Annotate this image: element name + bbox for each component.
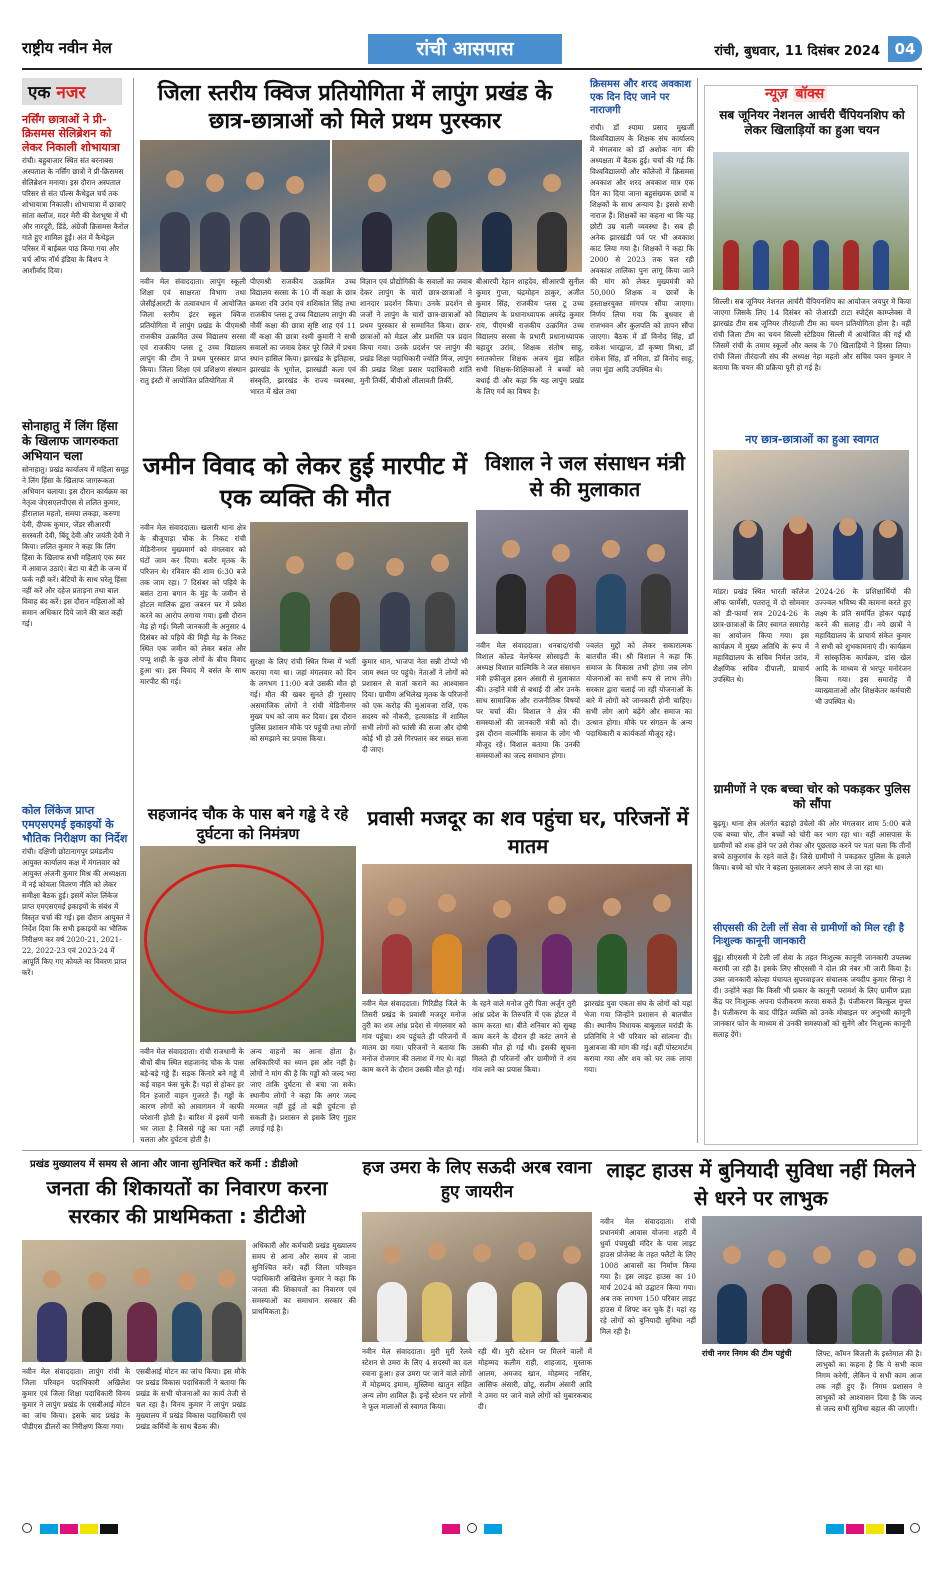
ek-label: एक [28,83,57,103]
haj-col-1: नवीन मेल संवाददाता। मुरी मुरी रेलवे स्टेशन से उमरा के लिए 4 सदस्यों का दल रवाना हुआ। हज उमरा पर जाने वाले लोगों में मोहम्मद इमाम, मुस्लिमा खातुन सहित अन्य लोग शामिल हैं। इन्हें स्टेशन पर लोगों ने फूल मालाओं से स्वागत किया। [362,1347,472,1411]
news-box [704,85,918,1145]
issue-date: रांची, बुधवार, 11 दिसंबर 2024 [714,44,880,59]
archery-headline: सब जूनियर नेशनल आर्चरी चैंपियनशिप को लेकर खिलाड़ियों का हुआ चयन [719,108,905,137]
yellow-swatch [80,1524,98,1534]
lighthouse-col-1: नवीन मेल संवाददाता। रांची प्रधानमंत्री आवास योजना शहरी में धुर्वा पंचमुखी मंदिर के पास लाइट हाउस प्रोजेक्ट के तहत फ्लैटों के लिए 1008 आवासों का निर्माण किया गया है। इस लाइट हाउस का 10 मार्च 2024 को उद्घाटन किया गया। अब तक लगभग 150 परिवार लाइट हाउस में शिफ्ट कर चुके हैं। यहां रह रहे लोगों को बुनियादी सुविधा नहीं मिल रही है। [600,1217,696,1336]
dto-col-1: नवीन मेल संवाददाता। लापुंग रांची के जिला परिवहन पदाधिकारी अखिलेश कुमार एवं जिला शिक्षा पदाधिकारी विनय कुमार ने लापुंग प्रखंड के एसबीआई मोटन का जांच किया। इसके बाद प्रखंड के पीडीएस डीलरों का निरीक्षण किया गया। [22,1367,130,1431]
lapung-col-4: बीआरपी रेहान शाहदेव, सीआरपी सुनील कुमार गुप्ता, चंद्रमोहन ठाकुर, अजीत कुमार सिंह, राजकीय प्लस टू उच्च विद्यालय के प्रधानाध्यापक अमरेंद्र कुमार राय, पीएमश्री राजकीय उत्क्रमित उच्च विद्यालय सरसा के प्रभारी प्रधानाध्यापक बहादुर उरांव, शिक्षक संतोष साहू, स्नातकोत्तर शिक्षक अजय मुंडा सहित सभी शिक्षक-शिक्षिकाओं ने बच्चों को बधाई दी और कहा कि यह लापुंग प्रखंड के लिए गर्व का विषय है। [476,277,584,396]
welcome-col-2: 2024-26 के प्रशिक्षार्थियों की उज्ज्वल भविष्य की कामना करते हुए लक्ष्य के प्रति समर्पित होकर पढ़ाई करने की सलाह दी। नये छात्रों ने महाविद्यालय के प्राचार्य संकेत कुमार ने सभी को शुभकामनाएं दी। कार्यक्रम में सांस्कृतिक कार्यक्रम, डांस खेल आदि के माध्यम से भरपूर मनोरंजन किया गया। इस समारोह में व्याख्याताओं और शिक्षकेतर कर्मचारी भी उपस्थित थे। [815,587,911,706]
vishal-col-2: ज्वलंत मुद्दों को लेकर सकारात्मक बातचीत की। श्री विशाल ने कहा कि समाज के विकास तभी होगा जब लोग योजनाओं का सभी रूप से लाभ लेंगे। सरकार द्वारा चलाई जा रही योजनाओं के बारे में लोगों को जानकारी होनी चाहिए। सभी लोग आगे बढ़ेंगे और समाज का उत्थान होगा। मौके पर संगठन के अन्य पदाधिकारी व कार्यकर्ता मौजूद रहे। [586,641,692,738]
land-col-1: नवीन मेल संवाददाता। खलारी थाना क्षेत्र के बीजूपाड़ा चौक के निकट रांची मेडिनीनगर मुख्यमार्ग को मंगलवार को घंटों जाम कर दिया। बतौर मृतक के परिजन थे। रविवार की शाम 6:30 बजे तक जाम रहा। 7 दिसंबर को पहिये के बसंत टाना बगान के मुंह के जमीन से होटल मालिक द्वारा जबरन घर में प्रवेश करने का आरोप लगाया गया। इसी दौरान मेड़ हो गई। मिली जानकारी के अनुसार 4 दिसंबर को पहिये की मिट्टी मेड़ के निकट स्थित एक जमीन को लेकर बसंत और पप्पू शाही के कुछ लोगों के बीच विवाद हुआ था। इस विवाद में बसंत के साथ मारपीट की गई। [140,523,246,686]
header-rule [22,68,922,70]
registration-mark-center [467,1523,477,1533]
haj-col-2: रही थी। मुरी स्टेशन पर मिलने वालों में मोहम्मद कलीम राही, शाहजाद, मुस्ताक आलम, अमजद खान, मोहम्मद नासिर, आसिफ अंसारी, छोटू, सलीम अंसारी आदि ने उमरा पर जाने वाले लोगों को मुबारकबाद दी। [478,1347,592,1411]
christmas-headline: क्रिसमस और शरद अवकाश एक दिन दिए जाने पर नाराजगी [590,79,692,116]
telelaw-headline: सीएससी की टेली लॉ सेवा से ग्रामीणों को मिल रही है निःशुल्क कानूनी जानकारी [713,923,905,947]
migrant-col-3: झारखंड युवा एकता संघ के लोगों को यहां भेजा गया जिन्होंने प्रशासन से बातचीत की। स्थानीय विधायक बाबूलाल मरांडी के प्रतिनिधि ने भी परिवार को सांत्वना दी। मुआवजा की मांग की गई। वहीं पोस्टमार्टम कराया गया और शव को घर तक लाया गया। [584,999,692,1074]
quiz-photo-1 [140,140,330,272]
land-dispute-photo [250,522,468,652]
sonahatu-body: सोनाहातु। प्रखंड कार्यालय में महिला समूह ने लिंग हिंसा के खिलाफ जागरूकता अभियान चलाया। इस दौरान कार्यक्रम का नेतृत्व जेएसएलपीएस से ललित कुमार, हीरालाल महतो, समया लकड़ा, करुणा देवी, दीपक कुमार, जेंडर सीआरपी सरस्वती देवी, बिंदू देवी और जयंती देवी ने किया। ललित कुमार ने कहा कि लिंग हिंसा के खिलाफ सभी महिलाएं एक स्वर में आवाज उठाएं। बेटा या बेटी के जन्म में फर्क नहीं करें। बेटियों के साथ घरेलू हिंसा नहीं करें और दहेज प्रताड़ना तथा बाल विवाह बंद करें। इस दौरान महिलाओं को समान अधिकार दिये जाने की बात कही गई। [22,465,130,628]
dto-col-2: एसबीआई मोटन का जांच किया। इस मौके पर प्रखंड विकास पदाधिकारी ने बताया कि प्रखंड के सभी योजनाओं का कार्य तेजी से चल रहा है। विनय कुमार ने लापुंग प्रखंड मुख्यालय में प्रखंड विकास पदाधिकारी एवं प्रखंड कर्मियों के साथ बैठक की। [136,1367,246,1431]
archery-photo [713,152,909,290]
ek-nazar-column [22,78,130,1146]
dto-col-3: अधिकारी और कर्मचारी प्रखंड मुख्यालय समय से आना और समय से जाना सुनिश्चित करें। वहीं जिला परिवहन पदाधिकारी अखिलेश कुमार ने कहा कि जनता की शिकायतों का निवारण एवं समस्याओं का समाधान सरकार की प्राथमिकता है। [252,1241,356,1316]
lighthouse-caption: रांची नगर निगम की टीम पहुंची [702,1349,792,1358]
telelaw-body: बुंडू। सीएससी में टेली लॉ सेवा के तहत निःशुल्क कानूनी जानकारी उपलब्ध करायी जा रही है। इसके लिए सीएससी ने दोल फ्री नंबर भी जारी किया है। उक्त जानकारी कोल्हा पंचायत सुपरवाइजर संचालक जयदीप कुमार सिन्हा ने दी। उन्होंने कहा कि किसी भी प्रकार के कानूनी परामर्श के लिए ग्रामीण प्रज्ञा केंद्र पर निःशुल्क अपना पंजीकरण करवा सकते हैं। पंजीकरण बिल्कुल मुफ्त है। पंजीकरण के बाद पीड़ित व्यक्ति को उनके मोबाइल पर अनुभवी कानूनी जानकार फोन के माध्यम से उनकी समस्याओं को सुनेंगे और निःशुल्क कानूनी सलाह देंगे। [713,953,911,1039]
column-rule-right [697,78,698,1143]
lapung-col-2: पीएमश्री राजकीय उत्क्रमित उच्च विद्यालय सरसा के 10 वीं कक्षा के छात्र क्रमशः रवि उरांव एवं शशिकांत सिंह तथा राजकीय प्लस टू उच्च विद्यालय लापुंग की नौवीं कक्षा की छात्रा सृष्टि शाह एवं 11 वीं कक्षा की छात्रा रश्मी कुमारी ने सभी सवालों का जवाब देकर पूरे जिले में प्रथम स्थान हासिल किया। झारखंड के इतिहास, झारखंड के भूगोल, झारखंडी कला एवं संस्कृति, झारखंड के राज्य व्यवस्था, भारत में खेल तथा [250,277,356,396]
lighthouse-col-2: लिफ्ट, कॉमन बिजली के इस्तेमाल की है। लाभुकों का कहना है कि ये सभी काम निगम करेगी, लेकिन ये सभी काम आज तक नहीं हुए हैं। निगम प्रशासन ने लाभुकों को आश्वासन दिया है कि जल्द से जल्द सभी सुविधा बहाल की जाएगी। [816,1349,922,1413]
news-box-tag [765,84,827,103]
child-thief-headline: ग्रामीणों ने एक बच्चा चोर को पकड़कर पुलिस को सौंपा [713,782,911,811]
archery-body: सिल्ली। सब जूनियर नेशनल आर्चरी चैंपियनशिप का आयोजन जयपुर में किया जाएगा जिसके लिए 14 दिसंबर को जेआरडी टाटा स्पोर्ट्स काम्प्लेक्स में झारखंड टीम सब जूनियर तीरंदाजी टीम का चयन प्रतियोगिता होना है। वहीं रांची जिला टीम का चयन सिल्ली स्टेडियम सिल्ली में आयोजित की गई थी जिसमें रांची के तमाम स्कूलों और क्लब के 70 खिलाड़ियों ने हिस्सा लिया। रांची जिला तीरंदाजी संघ की अध्यक्ष नेहा महतो और सचिव पवन कुमार ने बताया कि चयन की प्रक्रिया पूरी हो गई है। [713,297,911,372]
migrant-col-2: के रहने वाले मनोज तुरी पिता अर्जुन तुरी आंध्र प्रदेश के तिरुपति में एक होटल में काम करता था। बीते शनिवार को सुबह काम करने के दौरान ही करंट लगने से उसकी मौत हो गई थी। इसकी सूचना मिलते ही परिजनों और ग्रामीणों ने शव गांव लाने का प्रयास किया। [472,999,576,1074]
nursing-headline: नर्सिंग छात्राओं ने प्री-क्रिसमस सेलिब्रेशन को लेकर निकाली शोभायात्रा [22,113,120,154]
vishal-headline: विशाल ने जल संसाधन मंत्री से की मुलाकात [485,451,685,501]
black-swatch [100,1524,118,1534]
section-title: रांची आसपास [368,34,562,64]
cyan-swatch-center [484,1524,502,1534]
column-rule [133,78,134,1143]
lapung-col-1: नवीन मेल संवाददाता। लापुंग स्कूली शिक्षा एवं साक्षरता विभाग तथा जेसीईआरटी के तत्वावधान में आयोजित जिला स्तरीय इंटर स्कूल क्विज प्रतियोगिता में लापुंग प्रखंड के पीएमश्री राजकीय उत्क्रमित उच्च विद्यालय सरसा एवं राजकीय प्लस टू उच्च विद्यालय लापुंग की टीम ने प्रथम पुरस्कार प्राप्त किया। जिला शिक्षा एवं प्रशिक्षण संस्थान रातु इंस्टी में आयोजित प्रतियोगिता में [140,277,246,385]
news-tag-b: बॉक्स [793,86,828,102]
child-thief-body: बुढ़मू। थाना क्षेत्र अंतर्गत बड़ाहो उंचेलो की ओर मंगलवार शाम 5:00 बजे एक बच्चा चोर, तीन बच्चों को चोरी कर भाग रहा था। वहीं आसपास के ग्रामीणों को शक होने पर उसे रोका और पूछताछ करने पर पता चला कि तीनों बच्चे ठाकुरगांव के रहने वाले हैं। जिसे ग्रामीणों ने पकड़कर पुलिस के हवाले किया। बच्चे को चोर ने बहला फुसलाकर अपने साथ ले जा रहा था। [713,819,911,872]
ek-nazar-label [22,78,122,105]
registration-mark [22,1523,32,1533]
news-tag-a: न्यूज़ [765,86,793,102]
dto-photo [22,1240,246,1362]
land-col-3: कुमार धान, भाजपा नेता सन्नी टोप्पो भी जाम स्थल पर पहुंचे। नेताओं ने लोगों को प्रशासन से वार्ता कराने का आश्वासन दिया। ग्रामीण अभिलेख मृतक के परिजनों को एक करोड़ की मुआवजा राशि, एक सदस्य को नौकरी, हत्याकांड में शामिल सभी लोगों को फांसी की सजा और दोषी कोई भी हो उसे गिरफ्तार कर सख्त सजा दी जाए। [362,657,468,754]
black-swatch-right [886,1524,904,1534]
lapung-headline: जिला स्तरीय क्विज प्रतियोगिता में लापुंग प्रखंड के छात्र-छात्राओं को मिले प्रथम पुरस्कार [157,81,553,134]
migrant-photo [362,864,692,994]
coal-linkage-body: रांची। दक्षिणी छोटानागपुर प्रमंडलीय आयुक्त कार्यालय कक्ष में मंगलवार को आयुक्त अंजनी कुमार मिश्र की अध्यक्षता में नई कोयला वितरण नीति को लेकर समीक्षा बैठक हुई। इसमें कोल लिंकेज प्राप्त एमएसएमई इकाइयों के संबंध में विस्तृत चर्चा की गई। इस दौरान आयुक्त ने निर्देश दिया कि सभी इकाइयों का भौतिक निरीक्षण कर वर्ष 2020-21, 2021-22, 2022-23 एवं 2023-24 में आपूर्ति किए गए कोयले का विवरण प्राप्त करें। [22,847,130,977]
magenta-swatch [60,1524,78,1534]
welcome-photo [713,450,909,580]
quiz-photo-2 [332,140,582,272]
magenta-swatch-right [846,1524,864,1534]
welcome-col-1: मांडर। प्रखंड स्थित भारती कॉलेज ऑफ फार्मेसी, पतरातू में दो सोमवार को डी-फार्मा सत्र 2024-26 के छात्र-छात्राओं के लिए स्वागत समारोह का आयोजन किया गया। इस कार्यक्रम में मुख्य अतिथि के रूप में महाविद्यालय के सचिव निर्मल उरांव, शैक्षणिक सचिव दीपाली, प्राचार्य उपस्थित थे। [713,587,809,684]
lighthouse-photo [702,1216,922,1344]
lighthouse-headline: लाइट हाउस में बुनियादी सुविधा नहीं मिलने से धरने पर लाभुक [606,1158,916,1210]
lapung-col-3: विज्ञान एवं प्रौद्योगिकी के सवालों का जवाब देकर लापुंग के चारों छात्र-छात्राओं ने शानदार प्रदर्शन किया। उनके प्रदर्शन से जजों ने लापुंग के चारों छात्र-छात्राओं को प्रथम पुरस्कार से सम्मानित किया। छात्र-छात्राओं को मेडल और प्रशस्ति पत्र प्रदान किया गया। उनके प्रदर्शन पर लापुंग की प्रखंड शिक्षा पदाधिकारी ज्योति मिंज, लापुंग की प्रखंड शिक्षा प्रसार पदाधिकारी शांति मुनी तिर्की, बीपीओ लीलावती तिर्की, [360,277,472,385]
nursing-body: रांची। बहुबाजार स्थित संत बरनाबस अस्पताल के नर्सिंग छात्रों ने प्री-क्रिसमस सेलिब्रेशन मनाया। इस दौरान अस्पताल परिसर से संत पॉल्स कैथेड्रल चर्च तक शोभायात्रा निकाली। शोभायात्रा में छात्राएं सांता क्लॉज, मदर मेरी की वेशभूषा में थी और नारदूरी, डिंडे, अंग्रेजी क्रिसमस कैरोल गाते हुए शामिल हुईं। अंत में कैथेड्रल परिसर में बाईबल पाठ किया गया और चर्च ऑफ नॉर्थ इंडिया के बिशप ने आशीर्वाद दिया। [22,156,129,275]
pothole-headline: सहजानंद चौक के पास बने गड्ढे दे रहे दुर्घटना को निमंत्रण [147,805,349,843]
dto-kicker: प्रखंड मुख्यालय में समय से आना और जाना सुनिश्चित करें कर्मी : डीडीओ [30,1159,298,1170]
bottom-divider [22,1150,922,1151]
land-col-2: सुरक्षा के लिए रांची स्थित रिम्स में भर्ती कराया गया था। जहां मंगलवार को दिन के लगभग 11:00 बजे उसकी मौत हो गई। मौत की खबर सुनते ही गुस्साए असमाजिक लोगों ने रांची मेडिनीनगर मुख्य पथ को जाम कर दिया। इस दौरान पुलिस प्रशासन मौके पर पहुंची तथा लोगों को समझाने का प्रयास किया। [250,657,356,743]
page-number: 04 [888,36,922,62]
highlight-circle [144,864,324,1014]
cyan-swatch-right [826,1524,844,1534]
haj-photo [362,1212,592,1342]
pothole-col-1: नवीन मेल संवाददाता। रांची राजधानी के बीचों बीच स्थित सहजानंद चौक के पास बड़े-बड़े गड्ढे हैं। सड़क किनारे बने गड्ढे में कई वाहन फंस चुके हैं। यहां से होकर हर दिन हजारों वाहन गुजरते हैं। गड्ढों के कारण लोगों को आवागमन में काफी परेशानी होती है। बारिश में इसमें पानी भर जाता है जिससे गड्ढे का पता नहीं चलता और दुर्घटना होती है। [140,1047,244,1144]
vishal-col-1: नवीन मेल संवाददाता। धनबाद/रांची विशाल कोल्ड वेलफेयर सोसाइटी के अध्यक्ष विशाल वाल्मिकि ने जल संसाधन मंत्री हफीजुल हसन अंसारी से मुलाकात की। उन्होंने मंत्री से बधाई दी और उनके साथ सामाजिक और राजनीतिक विषयों पर चर्चा की। विशाल ने क्षेत्र की समस्याओं की जानकारी मंत्री को दी। इस दौरान वाल्मीकि समाज के लोग भी मौजूद रहे। विशाल बताया कि उनकी समस्याओं का जल्द समाधान होगा। [476,641,580,760]
sonahatu-headline: सोनाहातु में लिंग हिंसा के खिलाफ जागरुकता अभियान चला [22,419,119,463]
nazar-label: नजर [56,83,86,103]
land-dispute-headline: जमीन विवाद को लेकर हुई मारपीट में एक व्यक्ति की मौत [142,452,468,512]
print-registration-bar [22,1523,922,1535]
cyan-swatch [40,1524,58,1534]
pothole-col-2: अन्य वाहनों का आना होता है। अधिकारियों का ध्यान इस ओर नहीं है। लोगों ने मांग की है कि गड्ढों को जल्द भरा जाए ताकि दुर्घटना से बचा जा सके। स्थानीय लोगों ने कहा कि अगर जल्द मरम्मत नहीं हुई तो बड़ी दुर्घटना हो सकती है। प्रशासन से इसके लिए गुहार लगाई गई है। [250,1047,356,1133]
welcome-headline: नए छात्र-छात्राओं का हुआ स्वागत [745,433,879,446]
dto-headline: जनता की शिकायतों का निवारण करना सरकार की प्राथमिकता : डीटीओ [46,1176,328,1228]
migrant-headline: प्रवासी मजदूर का शव पहुंचा घर, परिजनों में मातम [367,806,689,858]
registration-mark-right [910,1523,920,1533]
paper-name: राष्ट्रीय नवीन मेल [22,39,112,57]
coal-linkage-headline: कोल लिंकेज प्राप्त एमएसएमई इकाइयों के भौतिक निरीक्षण का निर्देश [22,804,128,845]
haj-headline: हज उमरा के लिए सऊदी अरब रवाना हुए जायरीन [362,1158,592,1202]
migrant-col-1: नवीन मेल संवाददाता। गिरिडीह जिले के तिसरी प्रखंड के प्रवासी मजदूर मनोज तुरी का शव आंध्र प्रदेश से मंगलवार को गांव पहुंचा। शव पहुंचते ही परिजनों में मातम छा गया। परिजनों ने बताया कि मनोज रोजगार की तलाश में गए थे। वहां काम करने के दौरान उसकी मौत हो गई। [362,999,466,1074]
christmas-body: रांची। डॉ श्यामा प्रसाद मुखर्जी विश्वविद्यालय के शिक्षक संघ कार्यालय में मंगलवार को डॉ अशोक नाग की अध्यक्षता में बैठक हुई। चर्चा की गई कि विश्वविद्यालयों और कॉलेजों में क्रिसमस अवकाश और शरद अवकाश मात्र एक दिन का दिया जाना बहुसंख्यक छात्रों व शिक्षकों के साथ अन्याय है। इससे सभी नाराज हैं। शिक्षकों का कहना था कि यह छोटी उम्र वाली व्यवस्था है। सब ही अनेक झारखंडी पर्व पर भी अवकाश काट लिया गया है। शिक्षकों ने कहा कि 2000 से 2023 तक चल रही अवकाश तालिका पुनः लागू किया जाने की मांग को लेकर मुख्यमंत्री को 50,000 शिक्षक व छात्रों के हस्ताक्षरयुक्त मांगपत्र सौंपा जाएगा। निर्णय लिया गया कि बुधवार से राजभवन और कुलपति को ज्ञापन सौंपा जाएगा। बैठक में डॉ विनोद सिंह, डॉ राकेश भारद्वाज, डॉ कृष्णा मिश्रा, डॉ राकेश सिंह, डॉ नमिता, डॉ विनोद साहू, जया मुंडा आदि उपस्थित थे। [590,123,694,374]
magenta-swatch-center [442,1524,460,1534]
yellow-swatch-right [866,1524,884,1534]
pothole-photo [140,846,356,1042]
masthead [22,34,922,64]
vishal-photo [476,510,688,634]
